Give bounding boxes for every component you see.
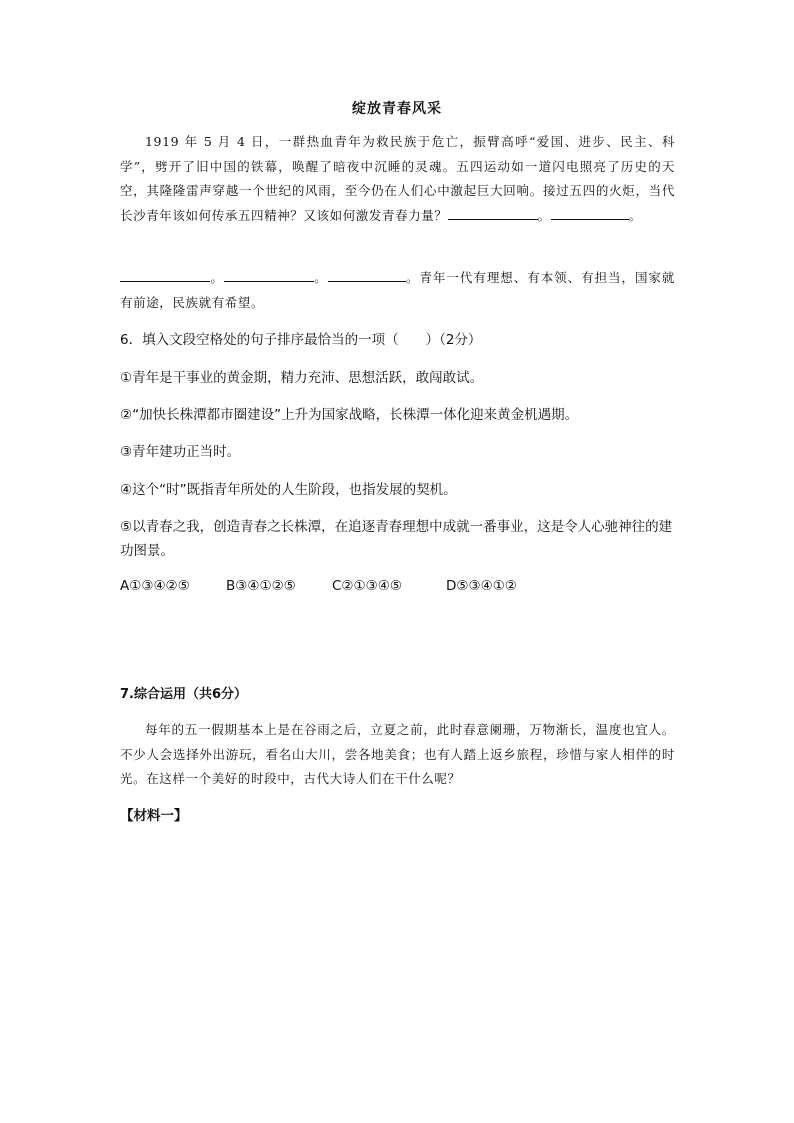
question-6-stem: 6．填入文段空格处的句子排序最恰当的一项（ ）（2分） [120,332,482,348]
question-7-heading: 7.综合运用（共6分） [120,687,248,702]
separator: 。 [313,270,328,285]
sentence-item-1: ①青年是干事业的黄金期，精力充沛、思想活跃，敢闯敢试。 [120,370,484,386]
answer-blank-3[interactable] [120,269,210,282]
question-7-paragraph: 每年的五一假期基本上是在谷雨之后，立夏之前，此时春意阑珊，万物渐长，温度也宜人。不少人会选择外出游玩，看名山大川，尝各地美食；也有人踏上返乡旅程，珍惜与家人相伴的时光。在这样一个美好的时段中，古代大诗人们在干什么呢？ [120,722,675,786]
option-a[interactable]: A①③④②⑤ [120,578,190,594]
sentence-item-2: ②“加快长株潭都市圈建设”上升为国家战略，长株潭一体化迎来黄金机遇期。 [120,407,579,423]
option-d[interactable]: D⑤③④①② [446,578,517,594]
sentence-item-3: ③青年建功正当时。 [120,444,241,460]
passage-title: 绽放青春风采 [352,101,442,117]
sentence-item-5: ⑤以青春之我，创造青春之长株潭，在追逐青春理想中成就一番事业，这是令人心驰神往的建功图景。 [120,519,673,559]
answer-blank-1[interactable] [448,207,538,220]
answer-options [120,578,517,594]
passage-paragraph-1 [120,130,675,228]
passage-text-tail: 。青年一代有理想、有本领、有担当，国家就有前途，民族就有希望。 [120,270,675,310]
option-b[interactable]: B③④①②⑤ [226,578,296,594]
passage-paragraph-2 [120,266,675,315]
material-heading: 【材料一】 [120,808,188,824]
passage-text: 1919 年 5 月 4 日，一群热血青年为救民族于危亡，振臂高呼“爱国、进步、民主、科学”，劈开了旧中国的铁幕，唤醒了暗夜中沉睡的灵魂。五四运动如一道闪电照亮了历史的天空，其隆隆雷声穿越一个世纪的风雨，至今仍在人们心中激起巨大回响。接过五四的火炬，当代长沙青年该如何传承五四精神？又该如何激发青春力量？ [120,134,675,223]
separator: 。 [537,207,551,223]
answer-blank-4[interactable] [224,269,314,282]
separator: 。 [210,270,224,285]
separator: 。 [628,207,642,223]
answer-blank-5[interactable] [328,269,406,282]
sentence-item-4: ④这个“时”既指青年所处的人生阶段，也指发展的契机。 [120,482,457,498]
option-c[interactable]: C②①③④⑤ [332,578,402,594]
answer-blank-2[interactable] [551,207,629,220]
